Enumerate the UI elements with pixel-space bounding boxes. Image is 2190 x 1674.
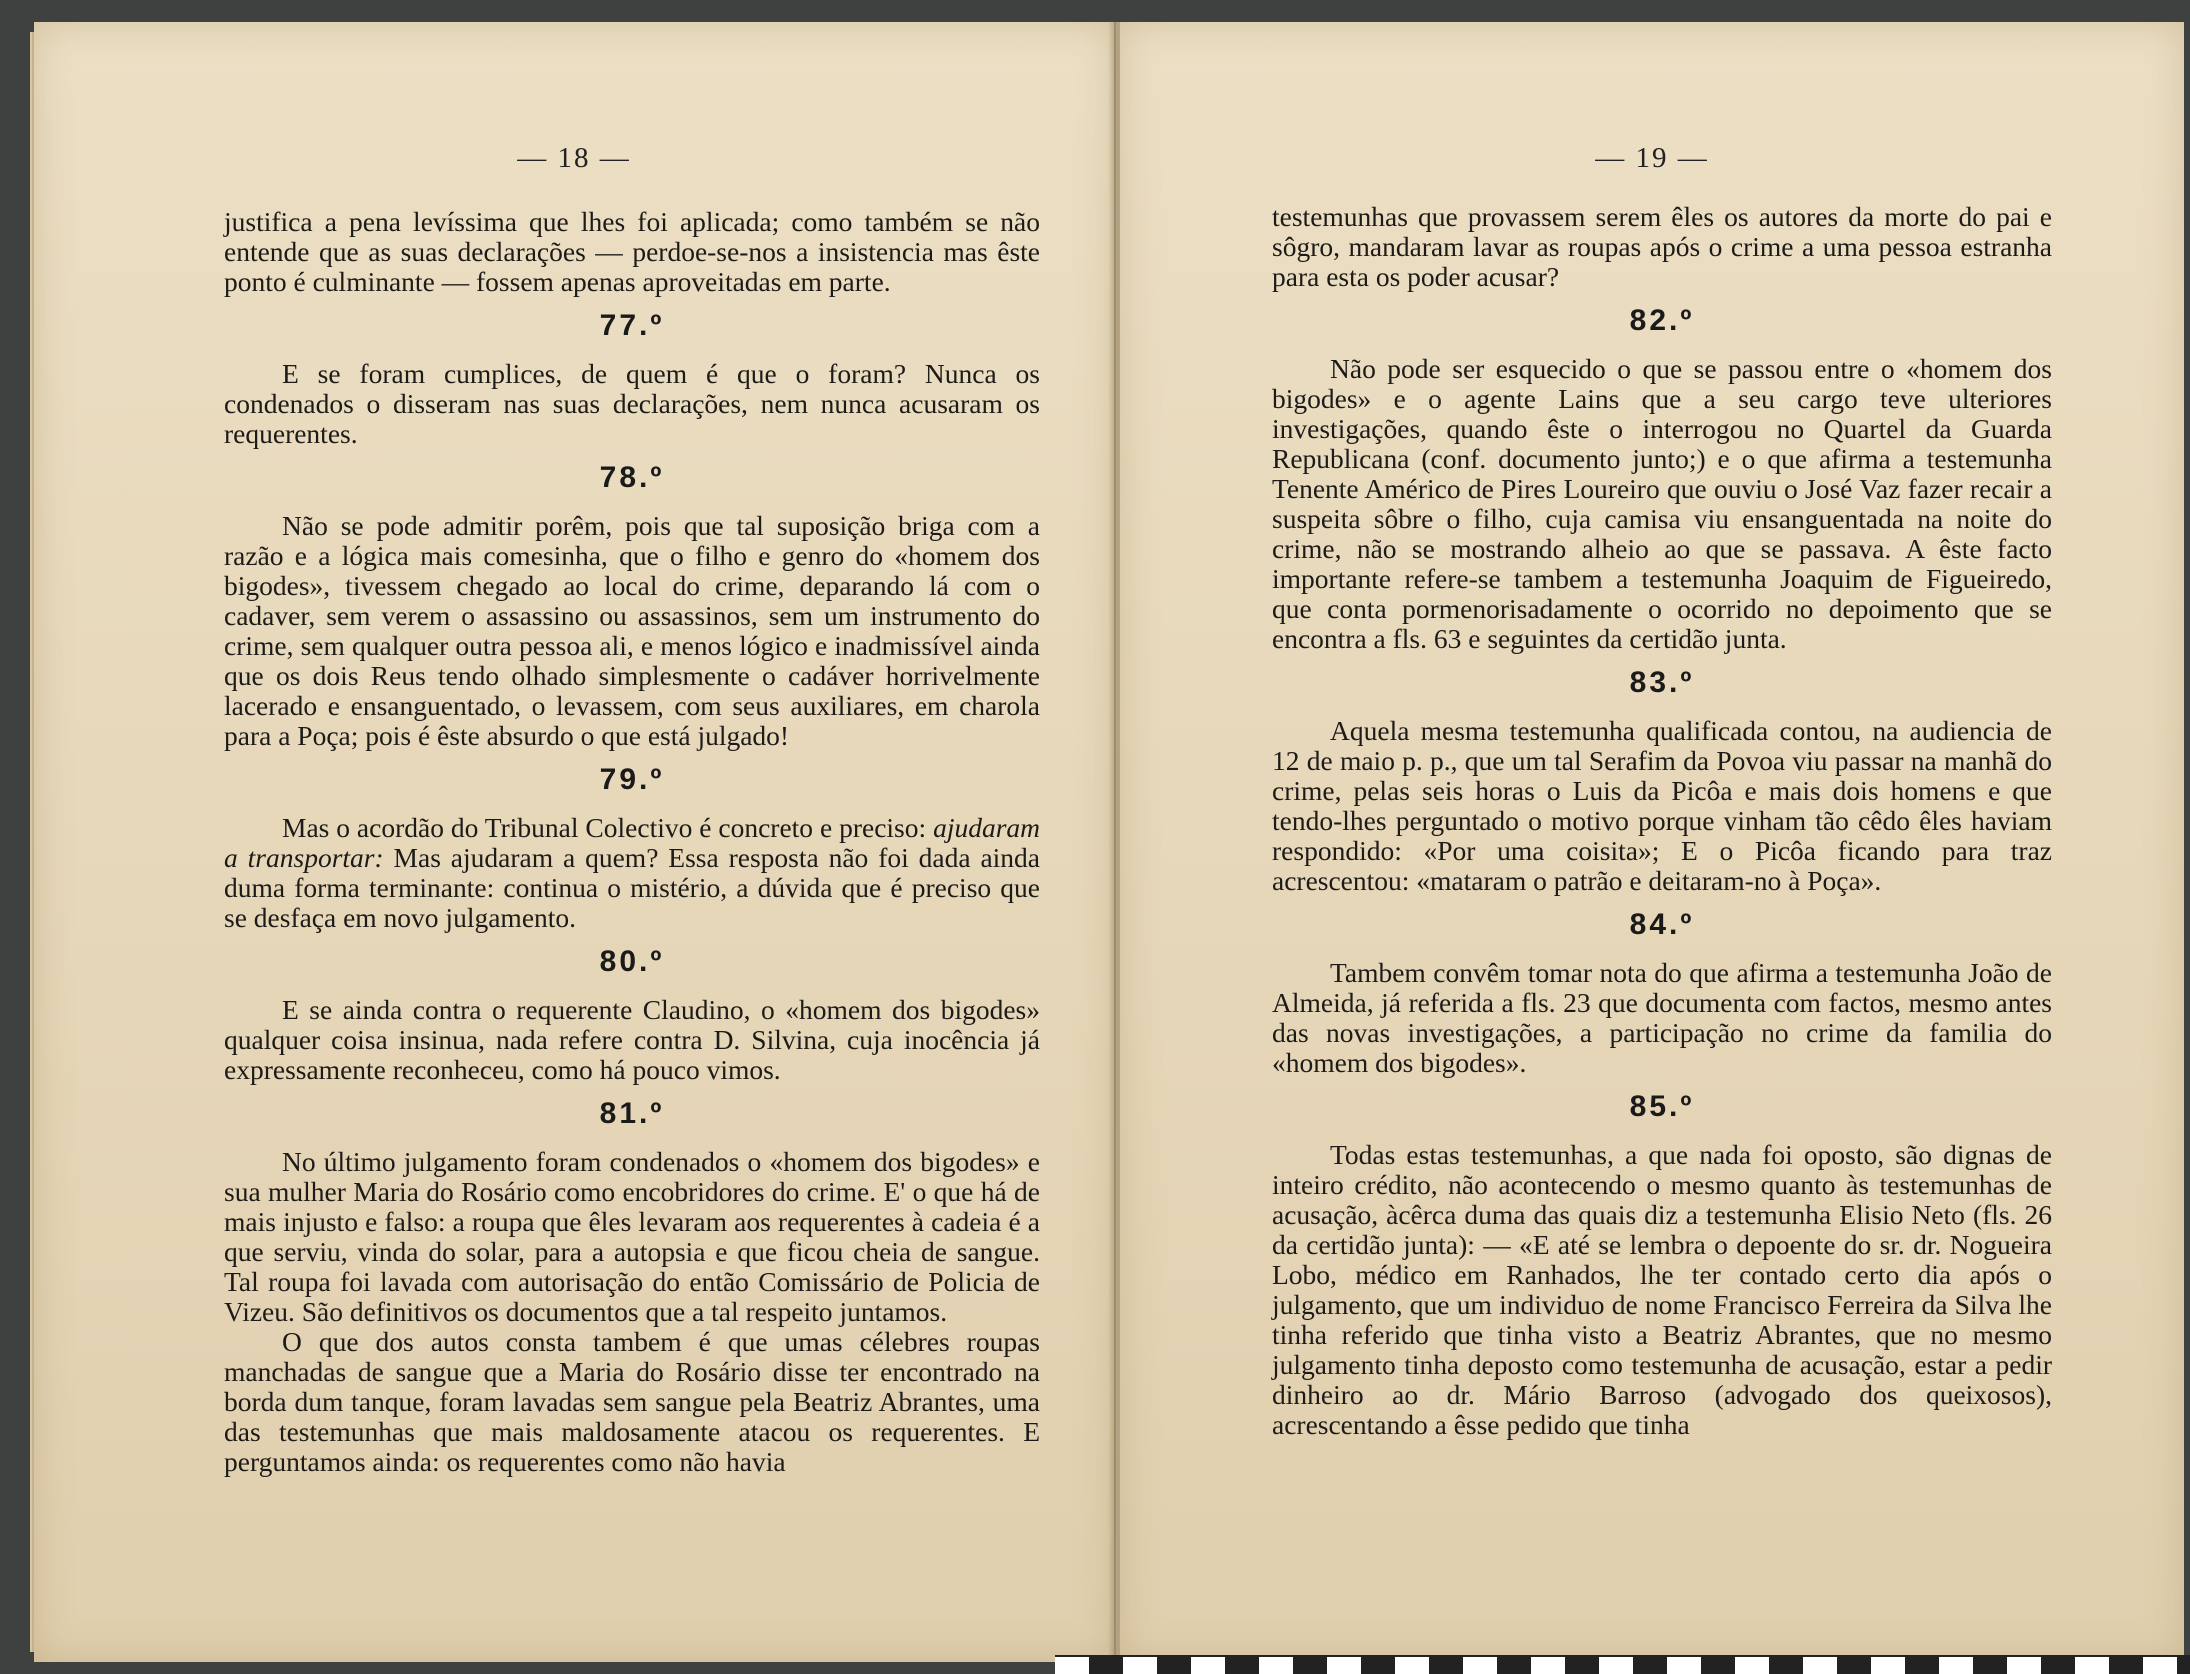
paragraph: justifica a pena levíssima que lhes foi aplicada; como também se não entende que as suas declarações — perdoe-se-nos a insistencia mas êste ponto é culminante — fossem apenas aproveitadas em parte. [224, 206, 1040, 297]
section-heading: 85.º [1629, 1090, 1695, 1123]
text-run: Mas o acordão do Tribunal Colectivo é concreto e preciso: [282, 812, 927, 843]
right-page [1120, 22, 2184, 1662]
paragraph: O que dos autos consta tambem é que umas célebres roupas manchadas de sangue que a Maria do Rosário disse ter encontrado na borda dum tanque, foram lavadas sem sangue pela Beatriz Abrantes, uma das testemunhas que mais maldosamente atacou os requerentes. E perguntamos ainda: os requerentes como não havia [224, 1326, 1040, 1477]
italic-text: ajudaram a transportar: [224, 812, 1041, 873]
page-number: — 19 — [1595, 142, 1709, 174]
section-heading: 79.º [599, 763, 665, 796]
paragraph: Não pode ser esquecido o que se passou entre o «homem dos bigodes» e o agente Lains que a seu cargo teve ulteriores investigações, quando êste o interrogou no Quartel da Guarda Republicana (conf. documento junto;) e o que afirma a testemunha Tenente Américo de Pires Loureiro que ouviu o José Vaz fazer recair a suspeita sôbre o filho, cuja camisa viu ensanguentada na noite do crime, não se mostrando alheio ao que se passava. A êste facto importante refere-se tambem a testemunha Joaquim de Figueiredo, que conta pormenorisadamente o ocorrido no depoimento que se encontra a fls. 63 e seguintes da certidão junta. [1272, 353, 2052, 654]
section-heading: 83.º [1629, 666, 1695, 699]
paragraph: testemunhas que provassem serem êles os autores da morte do pai e sôgro, mandaram lavar as roupas após o crime a uma pessoa estranha para esta os poder acusar? [1272, 201, 2052, 292]
section-heading: 80.º [599, 945, 665, 978]
section-heading: 81.º [599, 1097, 665, 1130]
paragraph: No último julgamento foram condenados o «homem dos bigodes» e sua mulher Maria do Rosário como encobridores do crime. E' o que há de mais injusto e falso: a roupa que êles levaram aos requerentes à cadeia é a que serviu, vinda do solar, para a autopsia e que ficou cheia de sangue. Tal roupa foi lavada com autorisação do então Comissário de Policia de Vizeu. São definitivos os documentos que a tal respeito juntamos. [224, 1146, 1040, 1327]
text-run: Mas ajudaram a quem? Essa resposta não foi dada ainda duma forma terminante: continua o mistério, a dúvida que é preciso que se desfaça em novo julgamento. [224, 842, 1041, 933]
open-book [34, 22, 2184, 1662]
paragraph: Todas estas testemunhas, a que nada foi oposto, são dignas de inteiro crédito, não acontecendo o mesmo quanto às testemunhas de acusação, àcêrca duma das quais diz a testemunha Elisio Neto (fls. 26 da certidão junta): — «E até se lembra o depoente do sr. dr. Nogueira Lobo, médico em Ranhados, lhe ter contado certo dia após o julgamento, que um individuo de nome Francisco Ferreira da Silva lhe tinha referido que tinha visto a Beatriz Abrantes, que no mesmo julgamento tinha deposto como testemunha de acusação, estar a pedir dinheiro ao dr. Mário Barroso (advogado dos queixosos), acrescentando a êsse pedido que tinha [1272, 1139, 2052, 1440]
section-heading: 82.º [1629, 304, 1695, 337]
paragraph: Não se pode admitir porêm, pois que tal suposição briga com a razão e a lógica mais comesinha, que o filho e genro do «homem dos bigodes», tivessem chegado ao local do crime, deparando lá com o cadaver, sem verem o assassino ou assassinos, sem um instrumento do crime, sem qualquer outra pessoa ali, e menos lógico e inadmissível ainda que os dois Reus tendo olhado simplesmente o cadáver horrivelmente lacerado e ensanguentado, o levassem, com seus auxiliares, em charola para a Poça; pois é êste absurdo o que está julgado! [224, 510, 1040, 751]
paragraph: Aquela mesma testemunha qualificada contou, na audiencia de 12 de maio p. p., que um tal Serafim da Povoa viu passar na manhã do crime, pelas seis horas o Luis da Picôa e mais dois homens e que tendo-lhes perguntado o motivo porque vinham tão cêdo êles haviam respondido: «Por uma coisita»; E o Picôa ficando para traz acrescentou: «mataram o patrão e deitaram-no à Poça». [1272, 715, 2052, 896]
paragraph: Tambem convêm tomar nota do que afirma a testemunha João de Almeida, já referida a fls. 23 que documenta com factos, mesmo antes das novas investigações, a participação no crime da familia do «homem dos bigodes». [1272, 957, 2052, 1078]
left-page [34, 22, 1116, 1662]
left-page-text [224, 207, 1040, 1477]
paragraph: E se foram cumplices, de quem é que o foram? Nunca os condenados o disseram nas suas declarações, nem nunca acusaram os requerentes. [224, 358, 1040, 449]
paragraph [224, 813, 1040, 933]
section-heading: 84.º [1629, 908, 1695, 941]
section-heading: 78.º [599, 461, 665, 494]
right-page-text [1272, 202, 2052, 1440]
section-heading: 77.º [599, 309, 665, 342]
page-number: — 18 — [517, 142, 631, 174]
scale-ruler [1055, 1655, 2190, 1674]
paragraph: E se ainda contra o requerente Claudino, o «homem dos bigodes» qualquer coisa insinua, nada refere contra D. Silvina, cuja inocência já expressamente reconheceu, como há pouco vimos. [224, 994, 1040, 1085]
